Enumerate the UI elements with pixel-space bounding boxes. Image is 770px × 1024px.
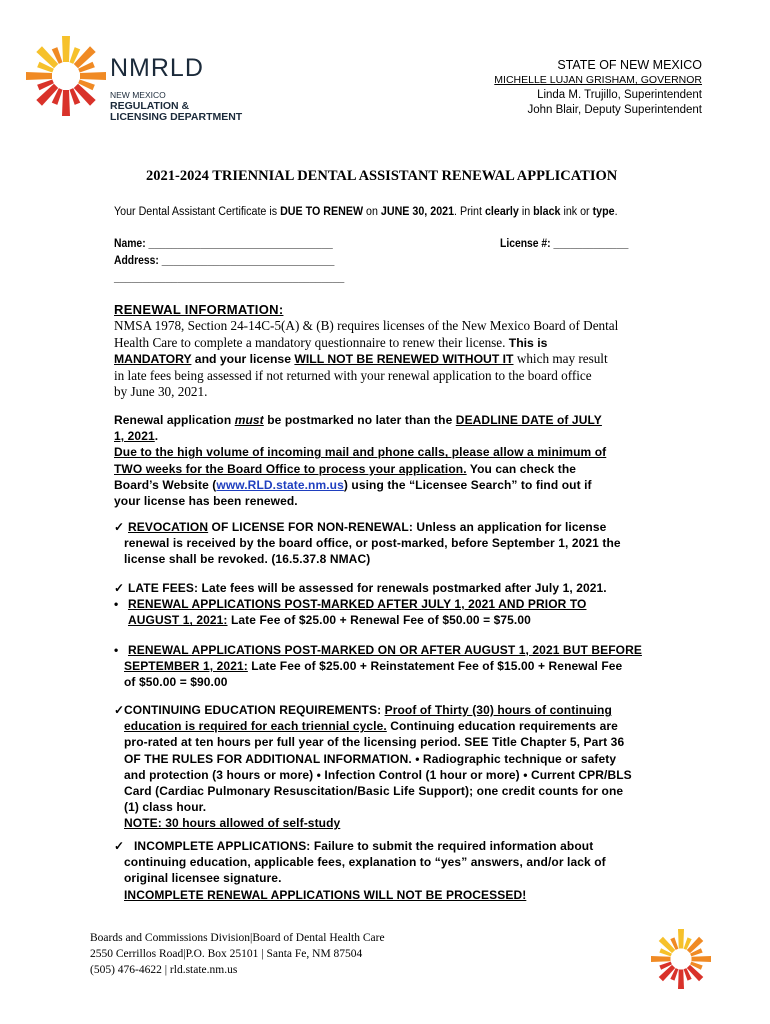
footer-logo-star-icon bbox=[648, 926, 714, 992]
renewal-heading: RENEWAL INFORMATION: bbox=[114, 302, 284, 317]
logo-line-1: NEW MEXICO bbox=[110, 90, 166, 100]
late-fees-item: ✓ LATE FEES: Late fees will be assessed for renewals postmarked after July 1, 2021. • RENEWAL APPLICATIONS POST-MARKED AFTER JULY 1, 2021 AND PRIOR TO AUGUST 1, 2021: Late Fee of $25.00 + Renewal Fee of $50.00 = $75.00 bbox=[114, 581, 607, 628]
renewal-paragraph: NMSA 1978, Section 24-14C-5(A) & (B) requires licenses of the New Mexico Board of Dental Health Care to complete a mandatory questionnaire to renew their license. This is MANDATORY and your license WILL NOT BE RENEWED WITHOUT IT which may result in late fees being assessed if not returned with your renewal application to the board office by June 30, 2021. bbox=[114, 318, 619, 399]
name-field[interactable]: Name: ________________________________ bbox=[114, 238, 333, 250]
checkmark-icon: ✓ bbox=[114, 520, 125, 534]
address-field[interactable]: Address: ______________________________ bbox=[114, 255, 335, 267]
checkmark-icon: ✓ bbox=[114, 839, 125, 853]
page-title: 2021-2024 TRIENNIAL DENTAL ASSISTANT RENEWAL APPLICATION bbox=[146, 168, 618, 184]
governor-name: MICHELLE LUJAN GRISHAM, GOVERNOR bbox=[494, 74, 702, 86]
deputy-name: John Blair, Deputy Superintendent bbox=[527, 104, 702, 116]
bullet-icon: • bbox=[114, 597, 119, 612]
rld-website-link[interactable]: www.RLD.state.nm.us bbox=[216, 477, 344, 492]
address-field-line-2[interactable]: ________________________________________ bbox=[114, 272, 345, 284]
incomplete-applications-item: ✓ INCOMPLETE APPLICATIONS: Failure to submit the required information about continuing education, applicable fees, explanation to “yes” answers, and/or lack of original licensee signature. INCOMPLETE RENEWAL APPLICATIONS WILL NOT BE PROCESSED! bbox=[114, 839, 606, 902]
deadline-paragraph: Renewal application must be postmarked no later than the DEADLINE DATE of JULY 1, 2021. Due to the high volume of incoming mail and phone calls, please allow a minimum of TWO weeks for the Board Office to process your application. You can check the Board’s Website (www.RLD.state.nm.us) using the “Licensee Search” to find out if your license has been renewed. bbox=[114, 413, 607, 509]
logo-star-icon bbox=[22, 32, 110, 120]
logo-line-3: LICENSING DEPARTMENT bbox=[110, 111, 243, 123]
footer-address: Boards and Commissions Division|Board of Dental Health Care 2550 Cerrillos Road|P.O. Box 25101 | Santa Fe, NM 87504 (505) 476-4622 | rld.state.nm.us bbox=[90, 932, 385, 976]
superintendent-name: Linda M. Trujillo, Superintendent bbox=[537, 89, 702, 101]
revocation-item: ✓ REVOCATION OF LICENSE FOR NON-RENEWAL: Unless an application for license renewal is received by the board office, or post-marked, before September 1, 2021 the license shall be revoked. (16.5.37.8 NMAC) bbox=[114, 520, 621, 567]
intro-line: Your Dental Assistant Certificate is DUE TO RENEW on JUNE 30, 2021. Print clearly in black ink or type. bbox=[114, 206, 618, 218]
letterhead bbox=[494, 58, 702, 118]
september-fees-item: • RENEWAL APPLICATIONS POST-MARKED ON OR AFTER AUGUST 1, 2021 BUT BEFORE SEPTEMBER 1, 2021: Late Fee of $25.00 + Reinstatement Fee of $15.00 + Renewal Fee of $50.00 = $90.00 bbox=[114, 643, 642, 690]
license-number-field[interactable]: License #: _____________ bbox=[500, 238, 629, 250]
state-name: STATE OF NEW MEXICO bbox=[557, 58, 702, 72]
logo-wordmark: NMRLD bbox=[110, 54, 204, 82]
continuing-education-item: ✓CONTINUING EDUCATION REQUIREMENTS: Proof of Thirty (30) hours of continuing education is required for each triennial cycle. Continuing education requirements are pro-rated at ten hours per full year of the licensing period. SEE Title Chapter 5, Part 36 OF THE RULES FOR ADDITIONAL INFORMATION. • Radiographic technique or safety and protection (3 hours or more) • Infection Control (1 hour or more) • Current CPR/BLS Card (Cardiac Pulmonary Resuscitation/Basic Life Support); one credit counts for one (1) class hour. NOTE: 30 hours allowed of self-study bbox=[114, 703, 632, 831]
nmrld-logo bbox=[22, 28, 262, 123]
logo-line-2: REGULATION & bbox=[110, 100, 190, 112]
checkmark-icon: ✓ bbox=[114, 581, 125, 595]
bullet-icon: • bbox=[114, 643, 119, 657]
checkmark-icon: ✓ bbox=[114, 703, 125, 717]
